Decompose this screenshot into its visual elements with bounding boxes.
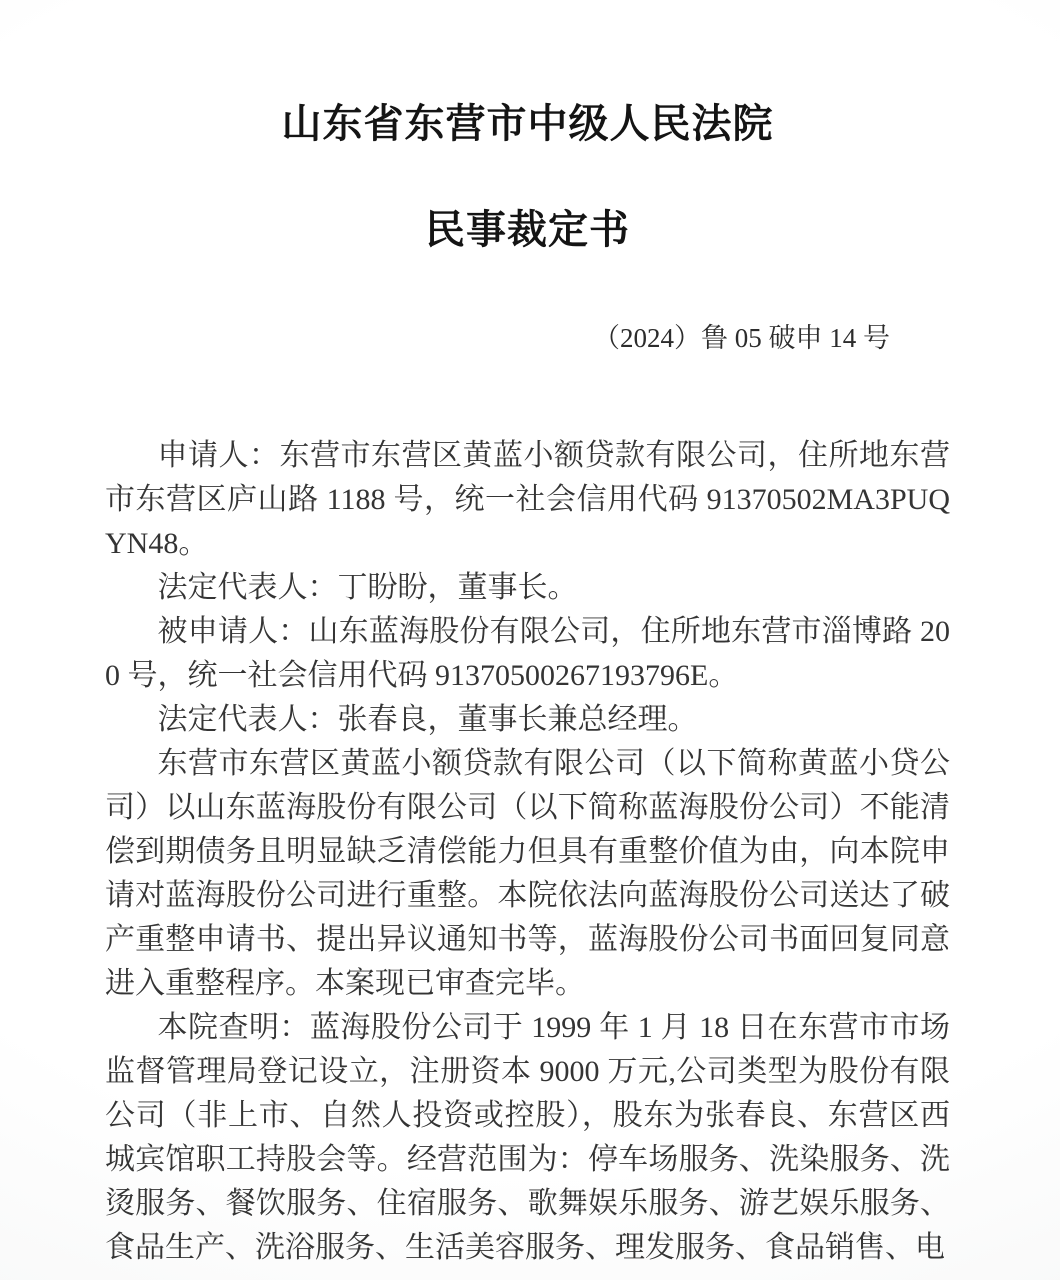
- paragraph-application-statement: 东营市东营区黄蓝小额贷款有限公司（以下简称黄蓝小贷公司）以山东蓝海股份有限公司（以下简称蓝海股份公司）不能清偿到期债务且明显缺乏清偿能力但具有重整价值为由，向本院申请对蓝海股份公司进行重整。本院依法向蓝海股份公司送达了破产重整申请书、提出异议通知书等，蓝海股份公司书面回复同意进入重整程序。本案现已审查完毕。: [105, 747, 950, 1000]
- court-title: 山东省东营市中级人民法院: [281, 101, 774, 146]
- document-body: [105, 434, 950, 1270]
- document-content: [0, 96, 1060, 1270]
- paragraph-respondent: 被申请人：山东蓝海股份有限公司，住所地东营市淄博路 200 号，统一社会信用代码 91370500267193796E。: [105, 615, 950, 692]
- paragraph-court-findings: 本院查明：蓝海股份公司于 1999 年 1 月 18 日在东营市市场监督管理局登记设立，注册资本 9000 万元,公司类型为股份有限公司（非上市、自然人投资或控股），股东为张春良、东营区西城宾馆职工持股会等。经营范围为：停车场服务、洗染服务、洗烫服务、餐饮服务、住宿服务、歌舞娱乐服务、游艺娱乐服务、食品生产、洗浴服务、生活美容服务、理发服务、食品销售、电: [105, 1011, 950, 1264]
- paragraph-applicant: 申请人：东营市东营区黄蓝小额贷款有限公司，住所地东营市东营区庐山路 1188 号，统一社会信用代码 91370502MA3PUQYN48。: [105, 439, 950, 560]
- case-number: （2024）鲁 05 破申 14 号: [593, 323, 890, 353]
- paragraph-respondent-representative: 法定代表人：张春良，董事长兼总经理。: [157, 703, 698, 736]
- document-type-title: 民事裁定书: [425, 207, 630, 252]
- paragraph-applicant-representative: 法定代表人：丁盼盼，董事长。: [157, 571, 578, 604]
